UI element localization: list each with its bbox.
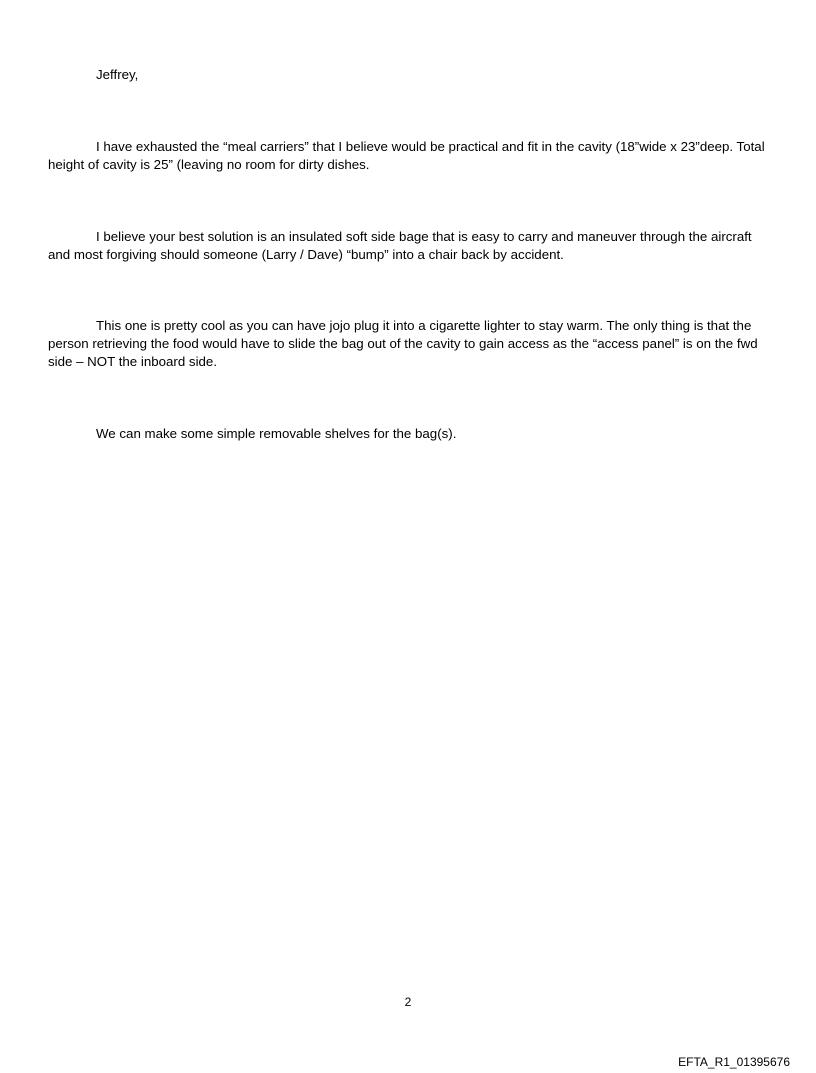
paragraph-best-solution: I believe your best solution is an insulated soft side bage that is easy to carry and maneuver through the aircraft and most forgiving should someone (Larry / Dave) “bump” into a chair back by accident. bbox=[48, 229, 752, 262]
paragraph-cigarette-lighter: This one is pretty cool as you can have jojo plug it into a cigarette lighter to stay warm. The only thing is that the person retrieving the food would have to slide the bag out of the cavity to gain access as the “access panel” is on the fwd side – NOT the inboard side. bbox=[48, 318, 758, 369]
paragraph-meal-carriers: I have exhausted the “meal carriers” that I believe would be practical and fit in the cavity (18”wide x 23”deep. Total height of cavity is 25” (leaving no room for dirty dishes. bbox=[48, 139, 765, 172]
paragraph-removable-shelves: We can make some simple removable shelves for the bag(s). bbox=[96, 426, 457, 441]
document-id: EFTA_R1_01395676 bbox=[678, 1055, 790, 1069]
salutation: Jeffrey, bbox=[96, 67, 139, 82]
page-number: 2 bbox=[404, 995, 412, 1009]
